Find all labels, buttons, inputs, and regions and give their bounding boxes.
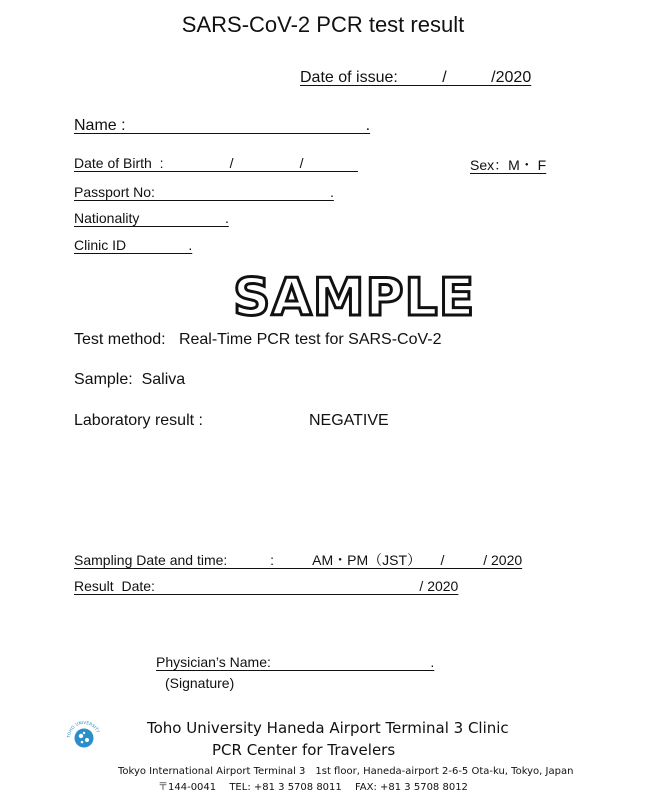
clinic-id-field: Clinic ID .	[74, 237, 193, 253]
physician-name: Physician’s Name: .	[156, 654, 435, 670]
passport-field: Passport No: .	[74, 184, 334, 200]
sampling-date-time: Sampling Date and time: : AM・PM（JST） / / 2020	[74, 552, 523, 568]
signature-label: (Signature)	[165, 675, 235, 691]
sex-field: Sex：M・ F	[470, 157, 547, 173]
name-field: Name : .	[74, 117, 371, 134]
document-title: SARS-CoV-2 PCR test result	[181, 12, 465, 37]
clinic-address: Tokyo International Airport Terminal 3 1st floor, Haneda-airport 2-6-5 Ota-ku, Tokyo, Japan	[118, 766, 574, 777]
result-date: Result Date: / 2020	[74, 578, 459, 594]
pcr-center: PCR Center for Travelers	[212, 741, 396, 759]
date-of-birth-field: Date of Birth : / /	[74, 155, 358, 171]
lab-result-label: Laboratory result :	[74, 412, 203, 429]
nationality-field: Nationality .	[74, 210, 229, 226]
clinic-contact: 〒144-0041 TEL: +81 3 5708 8011 FAX: +81 3 5708 8012	[158, 782, 468, 793]
logo-emblem	[75, 729, 94, 748]
date-of-issue: Date of issue: / /2020	[300, 69, 532, 86]
university-logo	[64, 718, 104, 758]
sample-type: Sample: Saliva	[74, 371, 186, 388]
lab-result-value: NEGATIVE	[309, 412, 389, 429]
logo-text: TOHO UNIVERSITY	[65, 719, 101, 739]
test-method: Test method: Real-Time PCR test for SARS-CoV-2	[74, 331, 442, 348]
clinic-name: Toho University Haneda Airport Terminal 3 Clinic	[147, 719, 509, 737]
sample-watermark: SAMPLE	[233, 268, 476, 328]
